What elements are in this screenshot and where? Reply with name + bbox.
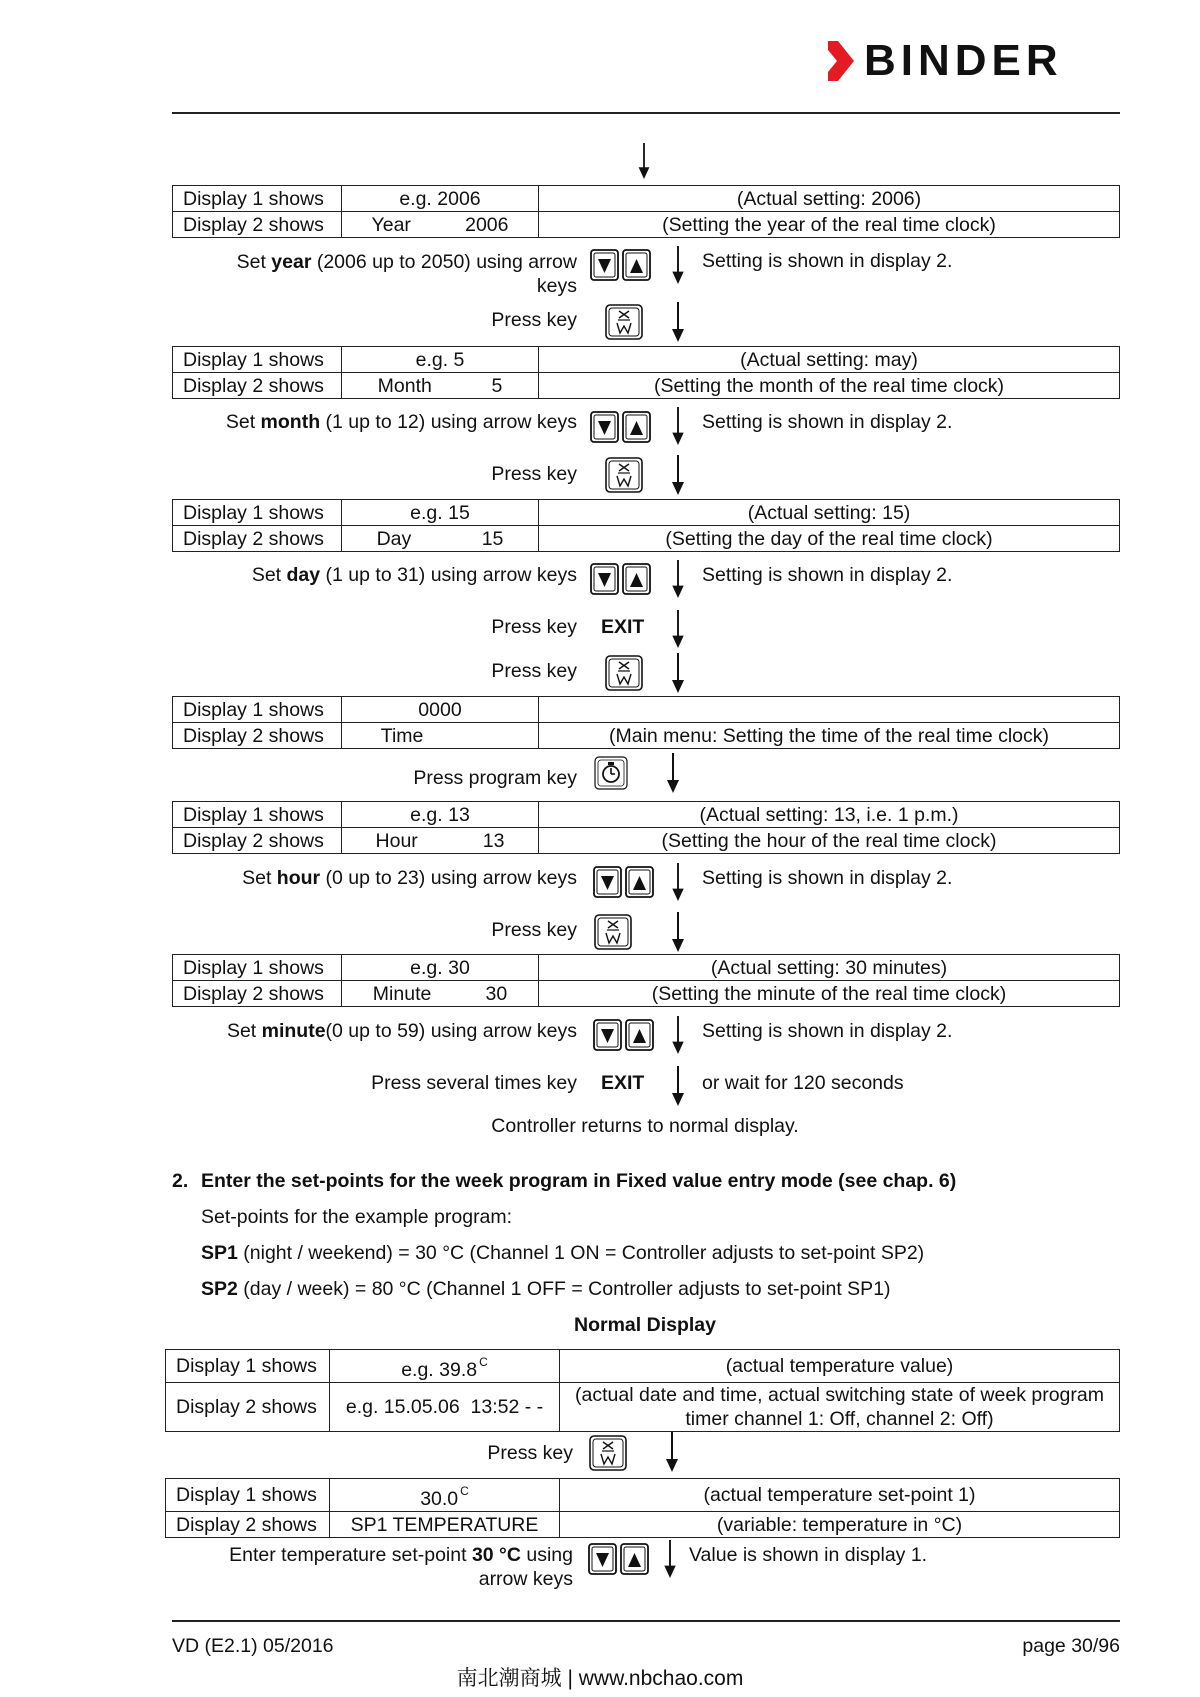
display-table-day xyxy=(172,499,1120,552)
table-row xyxy=(173,526,1120,552)
step-note: Setting is shown in display 2. xyxy=(702,411,953,433)
down-arrow-icon xyxy=(671,1016,685,1054)
down-arrow-icon xyxy=(671,560,685,598)
table-cell: (Setting the day of the real time clock) xyxy=(539,526,1120,552)
step-note: Setting is shown in display 2. xyxy=(702,1020,953,1042)
table-cell: e.g. 2006 xyxy=(342,186,539,212)
down-arrow-icon xyxy=(671,455,685,495)
press-key-label: Press key xyxy=(491,309,577,331)
display-table-year xyxy=(172,185,1120,238)
table-row xyxy=(166,1383,1120,1432)
table-cell: (actual temperature set-point 1) xyxy=(560,1479,1120,1512)
table-cell: Display 1 shows xyxy=(166,1479,330,1512)
table-row xyxy=(173,186,1120,212)
table-row xyxy=(173,347,1120,373)
table-row xyxy=(173,802,1120,828)
xw-key-icon[interactable] xyxy=(594,914,632,950)
table-cell: (Actual setting: 30 minutes) xyxy=(539,955,1120,981)
press-key-label: Press key xyxy=(491,660,577,682)
table-cell: Display 2 shows xyxy=(173,526,342,552)
table-cell: Display 2 shows xyxy=(173,828,342,854)
table-cell: e.g. 15 xyxy=(342,500,539,526)
footer-rule xyxy=(172,1620,1120,1622)
section-intro: Set-points for the example program: xyxy=(201,1206,513,1228)
press-key-label: Press key xyxy=(491,616,577,638)
table-cell: (Setting the year of the real time clock) xyxy=(539,212,1120,238)
table-cell: (Setting the minute of the real time clock) xyxy=(539,981,1120,1007)
down-up-arrow-keys-icon[interactable] xyxy=(593,866,655,898)
step-note: Setting is shown in display 2. xyxy=(702,867,953,889)
press-key-label: Press key xyxy=(491,919,577,941)
table-cell: (Setting the hour of the real time clock) xyxy=(539,828,1120,854)
table-cell: (Actual setting: 15) xyxy=(539,500,1120,526)
step-set-minute: Set minute(0 up to 59) using arrow keys xyxy=(226,1020,577,1042)
table-cell: (variable: temperature in °C) xyxy=(560,1512,1120,1538)
down-arrow-icon xyxy=(663,1540,677,1578)
table-cell: e.g. 39.8 $^C$ xyxy=(330,1350,560,1383)
table-cell: (Actual setting: may) xyxy=(539,347,1120,373)
press-several-label: Press several times key xyxy=(371,1072,577,1094)
table-row xyxy=(166,1350,1120,1383)
value-shown-note: Value is shown in display 1. xyxy=(689,1544,928,1566)
footer-page-number: page 30/96 xyxy=(1022,1635,1120,1657)
setpoint-table xyxy=(165,1478,1120,1538)
step-set-day: Set day (1 up to 31) using arrow keys xyxy=(251,564,577,586)
down-arrow-icon xyxy=(671,610,685,648)
down-up-arrow-keys-icon[interactable] xyxy=(590,411,652,443)
table-row xyxy=(173,500,1120,526)
table-cell: Display 1 shows xyxy=(173,955,342,981)
table-cell: Month 5 xyxy=(342,373,539,399)
table-row xyxy=(173,697,1120,723)
normal-display-table xyxy=(165,1349,1120,1432)
xw-key-icon[interactable] xyxy=(589,1435,627,1471)
table-row xyxy=(173,212,1120,238)
watermark-text: 南北潮商城 | www.nbchao.com xyxy=(456,1667,744,1690)
table-row xyxy=(173,723,1120,749)
normal-display-heading: Normal Display xyxy=(574,1314,716,1336)
down-arrow-icon xyxy=(671,246,685,284)
table-row xyxy=(166,1479,1120,1512)
table-cell: Display 2 shows xyxy=(166,1512,330,1538)
table-cell: (actual date and time, actual switching state of week program timer channel 1: Off, channel 2: Off) xyxy=(560,1383,1120,1432)
table-cell: (Actual setting: 13, i.e. 1 p.m.) xyxy=(539,802,1120,828)
down-arrow-icon xyxy=(671,302,685,342)
wait-note: or wait for 120 seconds xyxy=(702,1072,904,1094)
table-row xyxy=(173,981,1120,1007)
table-cell: e.g. 5 xyxy=(342,347,539,373)
down-arrow-icon xyxy=(671,653,685,693)
sp2-line: SP2 (day / week) = 80 °C (Channel 1 OFF = Controller adjusts to set-point SP1) xyxy=(201,1278,891,1300)
table-cell: Display 1 shows xyxy=(173,802,342,828)
display-table-month xyxy=(172,346,1120,399)
down-arrow-icon xyxy=(671,1066,685,1106)
step-set-month: Set month (1 up to 12) using arrow keys xyxy=(225,411,577,433)
table-cell: (Actual setting: 2006) xyxy=(539,186,1120,212)
table-row xyxy=(173,828,1120,854)
table-row xyxy=(173,955,1120,981)
xw-key-icon[interactable] xyxy=(605,655,643,691)
press-key-label: Press key xyxy=(487,1442,573,1464)
table-cell: Minute 30 xyxy=(342,981,539,1007)
footer-version: VD (E2.1) 05/2016 xyxy=(172,1635,334,1657)
down-arrow-icon xyxy=(666,753,680,793)
header-rule xyxy=(172,112,1120,114)
xw-key-icon[interactable] xyxy=(605,457,643,493)
brand-logo xyxy=(828,38,1063,84)
table-cell: 0000 xyxy=(342,697,539,723)
table-cell: e.g. 13 xyxy=(342,802,539,828)
step-set-hour: Set hour (0 up to 23) using arrow keys xyxy=(242,867,577,889)
press-key-label: Press key xyxy=(491,463,577,485)
down-up-arrow-keys-icon[interactable] xyxy=(588,1543,650,1575)
table-cell: Display 2 shows xyxy=(173,212,342,238)
table-cell: Display 2 shows xyxy=(173,981,342,1007)
table-cell: Display 1 shows xyxy=(173,186,342,212)
press-program-key-label: Press program key xyxy=(413,767,577,789)
down-up-arrow-keys-icon[interactable] xyxy=(590,249,652,281)
table-cell: Year 2006 xyxy=(342,212,539,238)
display-table-time xyxy=(172,696,1120,749)
step-set-year: Set year (2006 up to 2050) using arrow keys xyxy=(236,251,577,297)
table-cell: Display 1 shows xyxy=(173,500,342,526)
table-cell: 30.0 $^C$ xyxy=(330,1479,560,1512)
table-cell: (Main menu: Setting the time of the real time clock) xyxy=(539,723,1120,749)
down-arrow-icon xyxy=(637,143,651,179)
table-cell: Display 1 shows xyxy=(166,1350,330,1383)
program-key-icon[interactable] xyxy=(594,756,628,790)
returns-note: Controller returns to normal display. xyxy=(491,1115,799,1137)
table-cell xyxy=(539,697,1120,723)
xw-key-icon[interactable] xyxy=(605,304,643,340)
exit-key[interactable]: EXIT xyxy=(601,616,645,638)
table-cell: (Setting the month of the real time clock) xyxy=(539,373,1120,399)
down-arrow-icon xyxy=(671,407,685,445)
down-arrow-icon xyxy=(671,912,685,952)
table-cell: Time xyxy=(342,723,539,749)
table-row xyxy=(173,373,1120,399)
table-cell: Display 1 shows xyxy=(173,347,342,373)
table-cell: SP1 TEMPERATURE xyxy=(330,1512,560,1538)
table-cell: Display 1 shows xyxy=(173,697,342,723)
table-cell: Display 2 shows xyxy=(173,373,342,399)
table-row xyxy=(166,1512,1120,1538)
section-number: 2. xyxy=(172,1170,189,1192)
section-title: Enter the set-points for the week program in Fixed value entry mode (see chap. 6) xyxy=(201,1170,957,1192)
exit-key[interactable]: EXIT xyxy=(601,1072,645,1094)
table-cell: Display 2 shows xyxy=(173,723,342,749)
step-note: Setting is shown in display 2. xyxy=(702,564,953,586)
sp1-line: SP1 (night / weekend) = 30 °C (Channel 1 ON = Controller adjusts to set-point SP2) xyxy=(201,1242,925,1264)
down-arrow-icon xyxy=(671,863,685,901)
display-table-hour xyxy=(172,801,1120,854)
display-table-minute xyxy=(172,954,1120,1007)
step-enter-setpoint: Enter temperature set-point 30 °C using arrow keys xyxy=(229,1544,573,1590)
table-cell: e.g. 30 xyxy=(342,955,539,981)
table-cell: Hour 13 xyxy=(342,828,539,854)
table-cell: Day 15 xyxy=(342,526,539,552)
down-arrow-icon xyxy=(665,1432,679,1472)
down-up-arrow-keys-icon[interactable] xyxy=(590,563,652,595)
table-cell: Display 2 shows xyxy=(166,1383,330,1432)
table-cell: e.g. 15.05.06 13:52 - - xyxy=(330,1383,560,1432)
table-cell: (actual temperature value) xyxy=(560,1350,1120,1383)
binder-logo-mark-icon xyxy=(828,41,856,81)
step-note: Setting is shown in display 2. xyxy=(702,250,953,272)
down-up-arrow-keys-icon[interactable] xyxy=(593,1019,655,1051)
brand-name: BINDER xyxy=(864,36,1063,85)
